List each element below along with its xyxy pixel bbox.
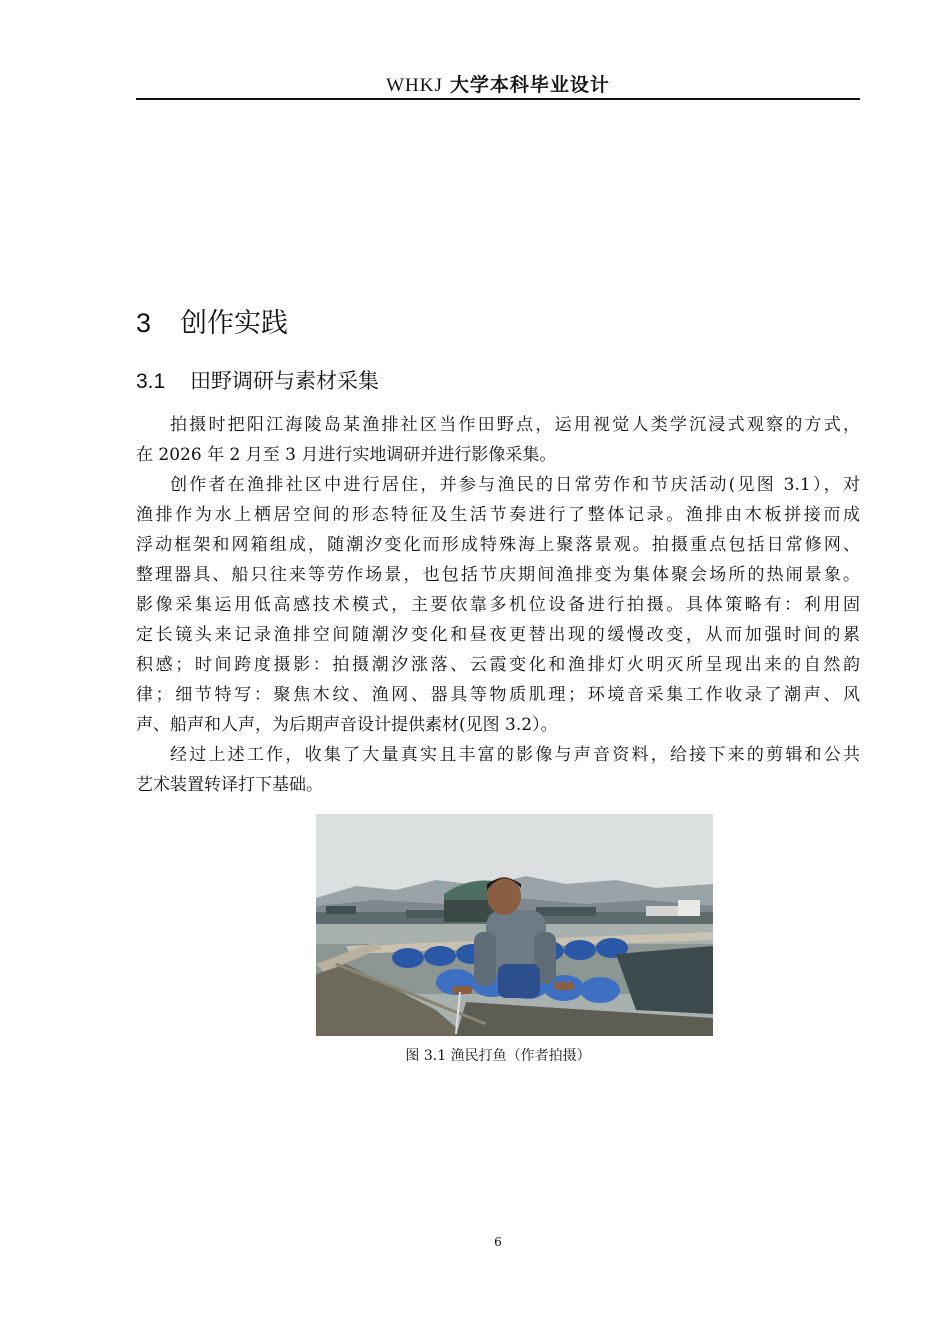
chapter-number: 3	[136, 308, 152, 338]
section-title: 田野调研与素材采集	[190, 369, 379, 393]
paragraph-line: 浮动框架和网箱组成，随潮汐变化而形成特殊海上聚落景观。拍摄重点包括日常修网、	[136, 535, 860, 555]
page-number: 6	[494, 1235, 502, 1249]
paragraph-line: 经过上述工作，收集了大量真实且丰富的影像与声音资料，给接下来的剪辑和公共	[170, 745, 860, 765]
paragraph-1	[136, 410, 860, 470]
figure-photo-fisherman	[316, 814, 713, 1036]
figure-caption: 图 3.1 渔民打鱼（作者拍摄）	[405, 1048, 591, 1064]
paragraph-2	[136, 470, 860, 740]
header-document-type: 大学本科毕业设计	[449, 74, 610, 96]
paragraph-line: 渔排作为水上栖居空间的形态特征及生活节奏进行了整体记录。渔排由木板拼接而成	[136, 505, 860, 525]
body-text	[136, 410, 860, 800]
chapter-heading	[136, 303, 288, 344]
paragraph-line: 影像采集运用低高感技术模式，主要依靠多机位设备进行拍摄。具体策略有：利用固	[136, 595, 860, 615]
photo-illustration	[316, 814, 713, 1036]
paragraph-line: 拍摄时把阳江海陵岛某渔排社区当作田野点，运用视觉人类学沉浸式观察的方式，	[170, 415, 860, 435]
running-header	[136, 72, 860, 100]
chapter-title: 创作实践	[180, 308, 288, 339]
paragraph-line: 声、船声和人声，为后期声音设计提供素材(见图 3.2）。	[136, 715, 558, 735]
paragraph-line: 整理器具、船只往来等劳作场景，也包括节庆期间渔排变为集体聚会场所的热闹景象。	[136, 565, 860, 585]
header-university-code: WHKJ	[386, 75, 443, 96]
section-heading	[136, 366, 379, 397]
paragraph-line: 积感；时间跨度摄影：拍摄潮汐涨落、云霞变化和渔排灯火明灭所呈现出来的自然韵	[136, 655, 860, 675]
paragraph-line: 艺术装置转译打下基础。	[136, 775, 323, 795]
header-rule	[136, 98, 860, 100]
paragraph-line: 定长镜头来记录渔排空间随潮汐变化和昼夜更替出现的缓慢改变，从而加强时间的累	[136, 625, 860, 645]
section-number: 3.1	[136, 370, 166, 393]
paragraph-3	[136, 740, 860, 800]
paragraph-line: 创作者在渔排社区中进行居住，并参与渔民的日常劳作和节庆活动(见图 3.1），对	[170, 475, 860, 495]
paragraph-line: 在 2026 年 2 月至 3 月进行实地调研并进行影像采集。	[136, 445, 557, 465]
paragraph-line: 律；细节特写：聚焦木纹、渔网、器具等物质肌理；环境音采集工作收录了潮声、风	[136, 685, 860, 705]
